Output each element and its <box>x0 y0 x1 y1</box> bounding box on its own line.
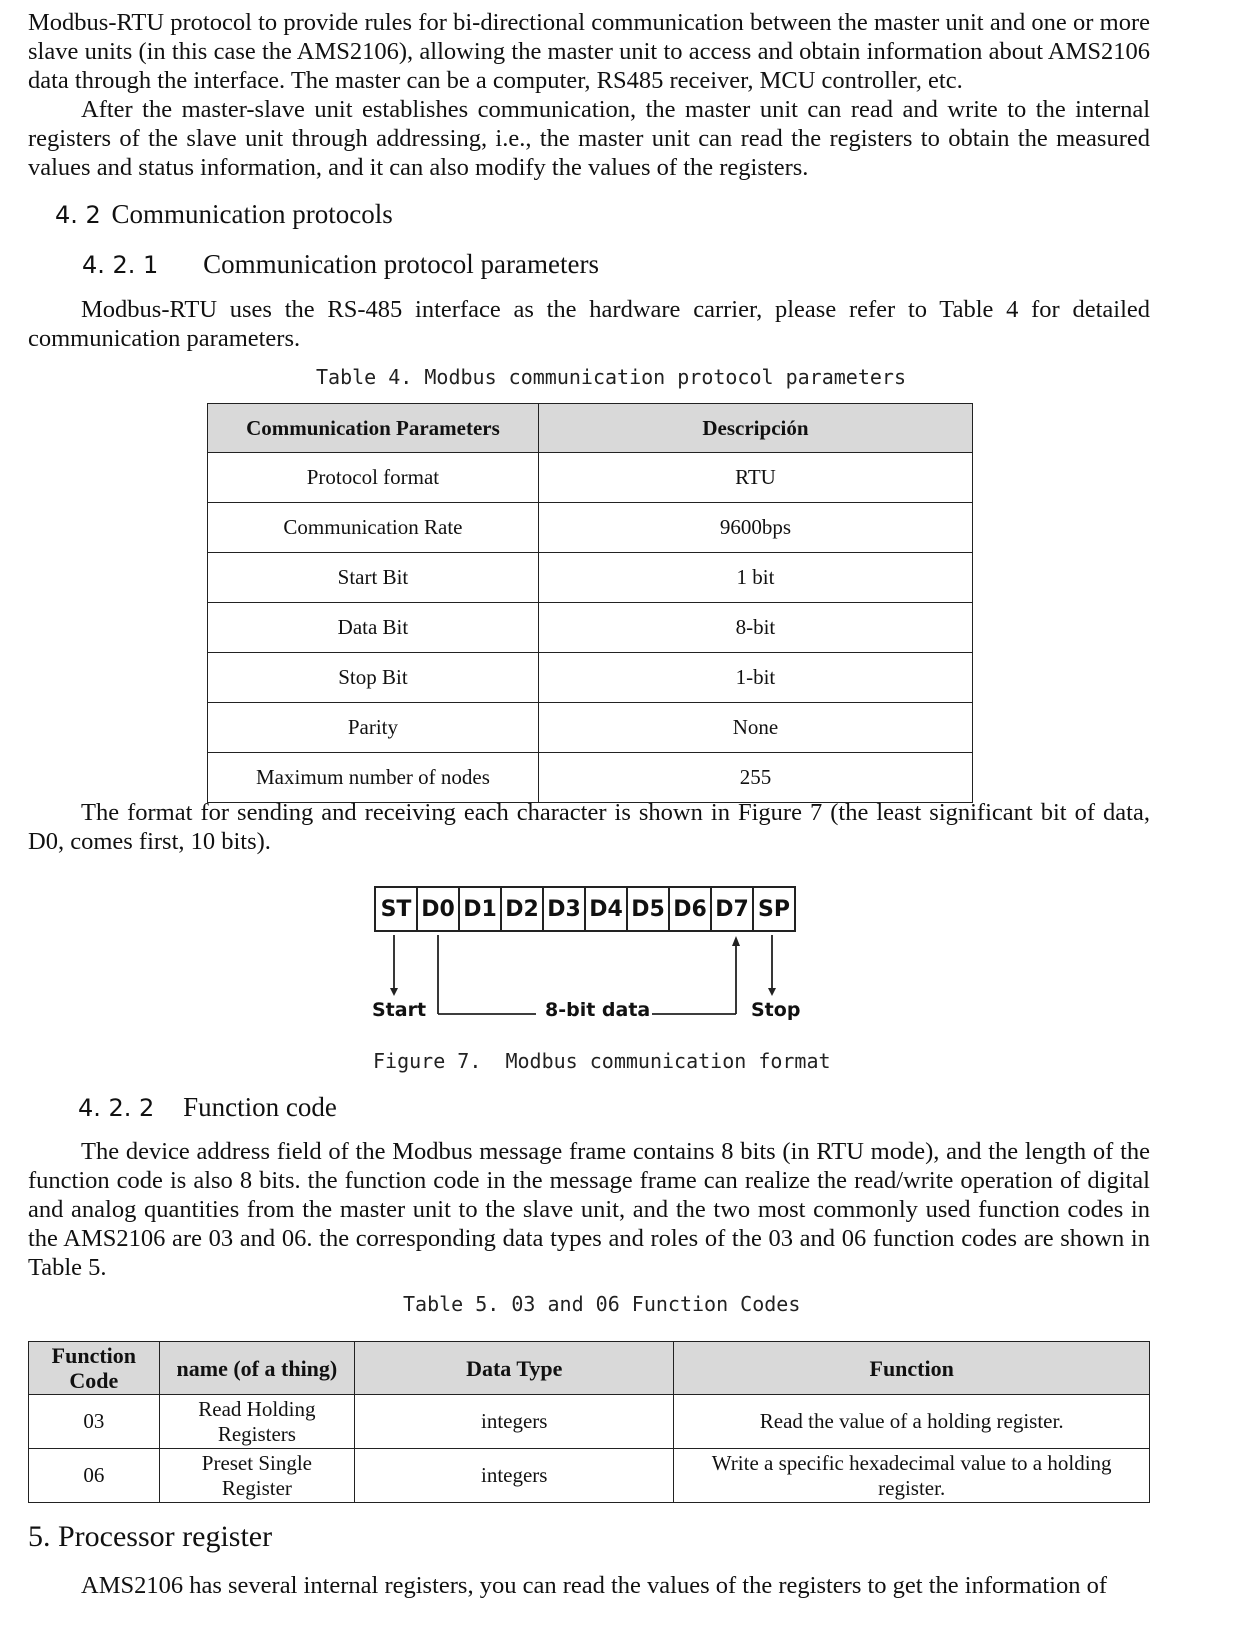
table4-caption: Table 4. Modbus communication protocol parameters <box>316 365 907 389</box>
start-arrow-head <box>390 988 398 996</box>
column-header: Function Code <box>29 1342 160 1395</box>
table-cell: 1-bit <box>538 653 972 703</box>
table-function-codes <box>28 1341 1150 1503</box>
figure7-data-label: 8-bit data <box>545 999 651 1021</box>
table-cell: RTU <box>538 453 972 503</box>
table-row <box>29 1449 1150 1503</box>
frame-cell-d5: D5 <box>628 888 670 930</box>
heading-text: Communication protocols <box>111 199 393 229</box>
frame-cell-d0: D0 <box>418 888 460 930</box>
table-cell: Preset Single Register <box>159 1449 354 1503</box>
table-cell: integers <box>355 1449 674 1503</box>
table-cell: Communication Rate <box>208 503 539 553</box>
frame-cell-d2: D2 <box>502 888 544 930</box>
paragraph-modbus-intro: Modbus-RTU protocol to provide rules for bi-directional communication between the master unit and one or more slave units (in this case the AMS2106), allowing the master unit to access and obtain information about AMS2106 data through the interface. The master can be a computer, RS485 receiver, MCU controller, etc. <box>28 9 1150 94</box>
column-header: name (of a thing) <box>159 1342 354 1395</box>
table-cell: Read the value of a holding register. <box>674 1395 1150 1449</box>
table-cell: 03 <box>29 1395 160 1449</box>
table5-caption: Table 5. 03 and 06 Function Codes <box>403 1292 801 1316</box>
paragraph-character-format: The format for sending and receiving each character is shown in Figure 7 (the least significant bit of data, D0, comes first, 10 bits). <box>28 799 1150 855</box>
figure7-stop-label: Stop <box>751 999 801 1021</box>
column-header: Function <box>674 1342 1150 1395</box>
frame-cell-st: ST <box>376 888 418 930</box>
paragraph-function-code: The device address field of the Modbus message frame contains 8 bits (in RTU mode), and the length of the function code is also 8 bits. the function code in the message frame can realize the read/write operation of digital and analog quantities from the master unit to the slave unit, and the two most commonly used function codes in the AMS2106 are 03 and 06. the corresponding data types and roles of the 03 and 06 function codes are shown in Table 5. <box>28 1138 1150 1281</box>
table-cell: Start Bit <box>208 553 539 603</box>
figure7-start-label: Start <box>372 999 427 1021</box>
frame-cell-d6: D6 <box>670 888 712 930</box>
table-cell: None <box>538 703 972 753</box>
table-cell: 1 bit <box>538 553 972 603</box>
table-cell: 9600bps <box>538 503 972 553</box>
heading-number: 4. 2 <box>55 201 101 229</box>
column-header: Data Type <box>355 1342 674 1395</box>
frame-cell-d7: D7 <box>712 888 754 930</box>
column-header: Communication Parameters <box>208 404 539 453</box>
table-cell: 8-bit <box>538 603 972 653</box>
frame-cell-d3: D3 <box>544 888 586 930</box>
table-cell: 06 <box>29 1449 160 1503</box>
figure7-caption: Figure 7. Modbus communication format <box>373 1049 831 1073</box>
table-cell: Parity <box>208 703 539 753</box>
table-header-row <box>29 1342 1150 1395</box>
heading-text: Function code <box>183 1092 337 1122</box>
stop-arrow-head <box>768 988 776 996</box>
table-cell: integers <box>355 1395 674 1449</box>
table-cell: 255 <box>538 753 972 803</box>
table-cell: Stop Bit <box>208 653 539 703</box>
table-cell: Maximum number of nodes <box>208 753 539 803</box>
heading-number: 4. 2. 2 <box>78 1094 155 1122</box>
frame-cell-d4: D4 <box>586 888 628 930</box>
frame-cell-d1: D1 <box>460 888 502 930</box>
table-row <box>29 1395 1150 1449</box>
heading-number: 4. 2. 1 <box>82 251 159 279</box>
table-cell: Write a specific hexadecimal value to a holding register. <box>674 1449 1150 1503</box>
heading-5: 5. Processor register <box>28 1520 273 1553</box>
paragraph-master-slave: After the master-slave unit establishes communication, the master unit can read and write to the internal registers of the slave unit through addressing, i.e., the master unit can read the registers to obtain the measured values and status information, and it can also modify the values of the registers. <box>28 96 1150 181</box>
data-arrow-head <box>732 936 740 946</box>
paragraph-rs485: Modbus-RTU uses the RS-485 interface as the hardware carrier, please refer to Table 4 for detailed communication parameters. <box>28 296 1150 352</box>
paragraph-registers: AMS2106 has several internal registers, you can read the values of the registers to get the information of <box>81 1572 1107 1599</box>
column-header: Descripción <box>538 404 972 453</box>
frame-cell-sp: SP <box>758 896 790 922</box>
heading-text: Communication protocol parameters <box>203 249 599 279</box>
table-cell: Protocol format <box>208 453 539 503</box>
table-cell: Data Bit <box>208 603 539 653</box>
heading-4-2-2 <box>78 1091 337 1124</box>
table-cell: Read Holding Registers <box>159 1395 354 1449</box>
